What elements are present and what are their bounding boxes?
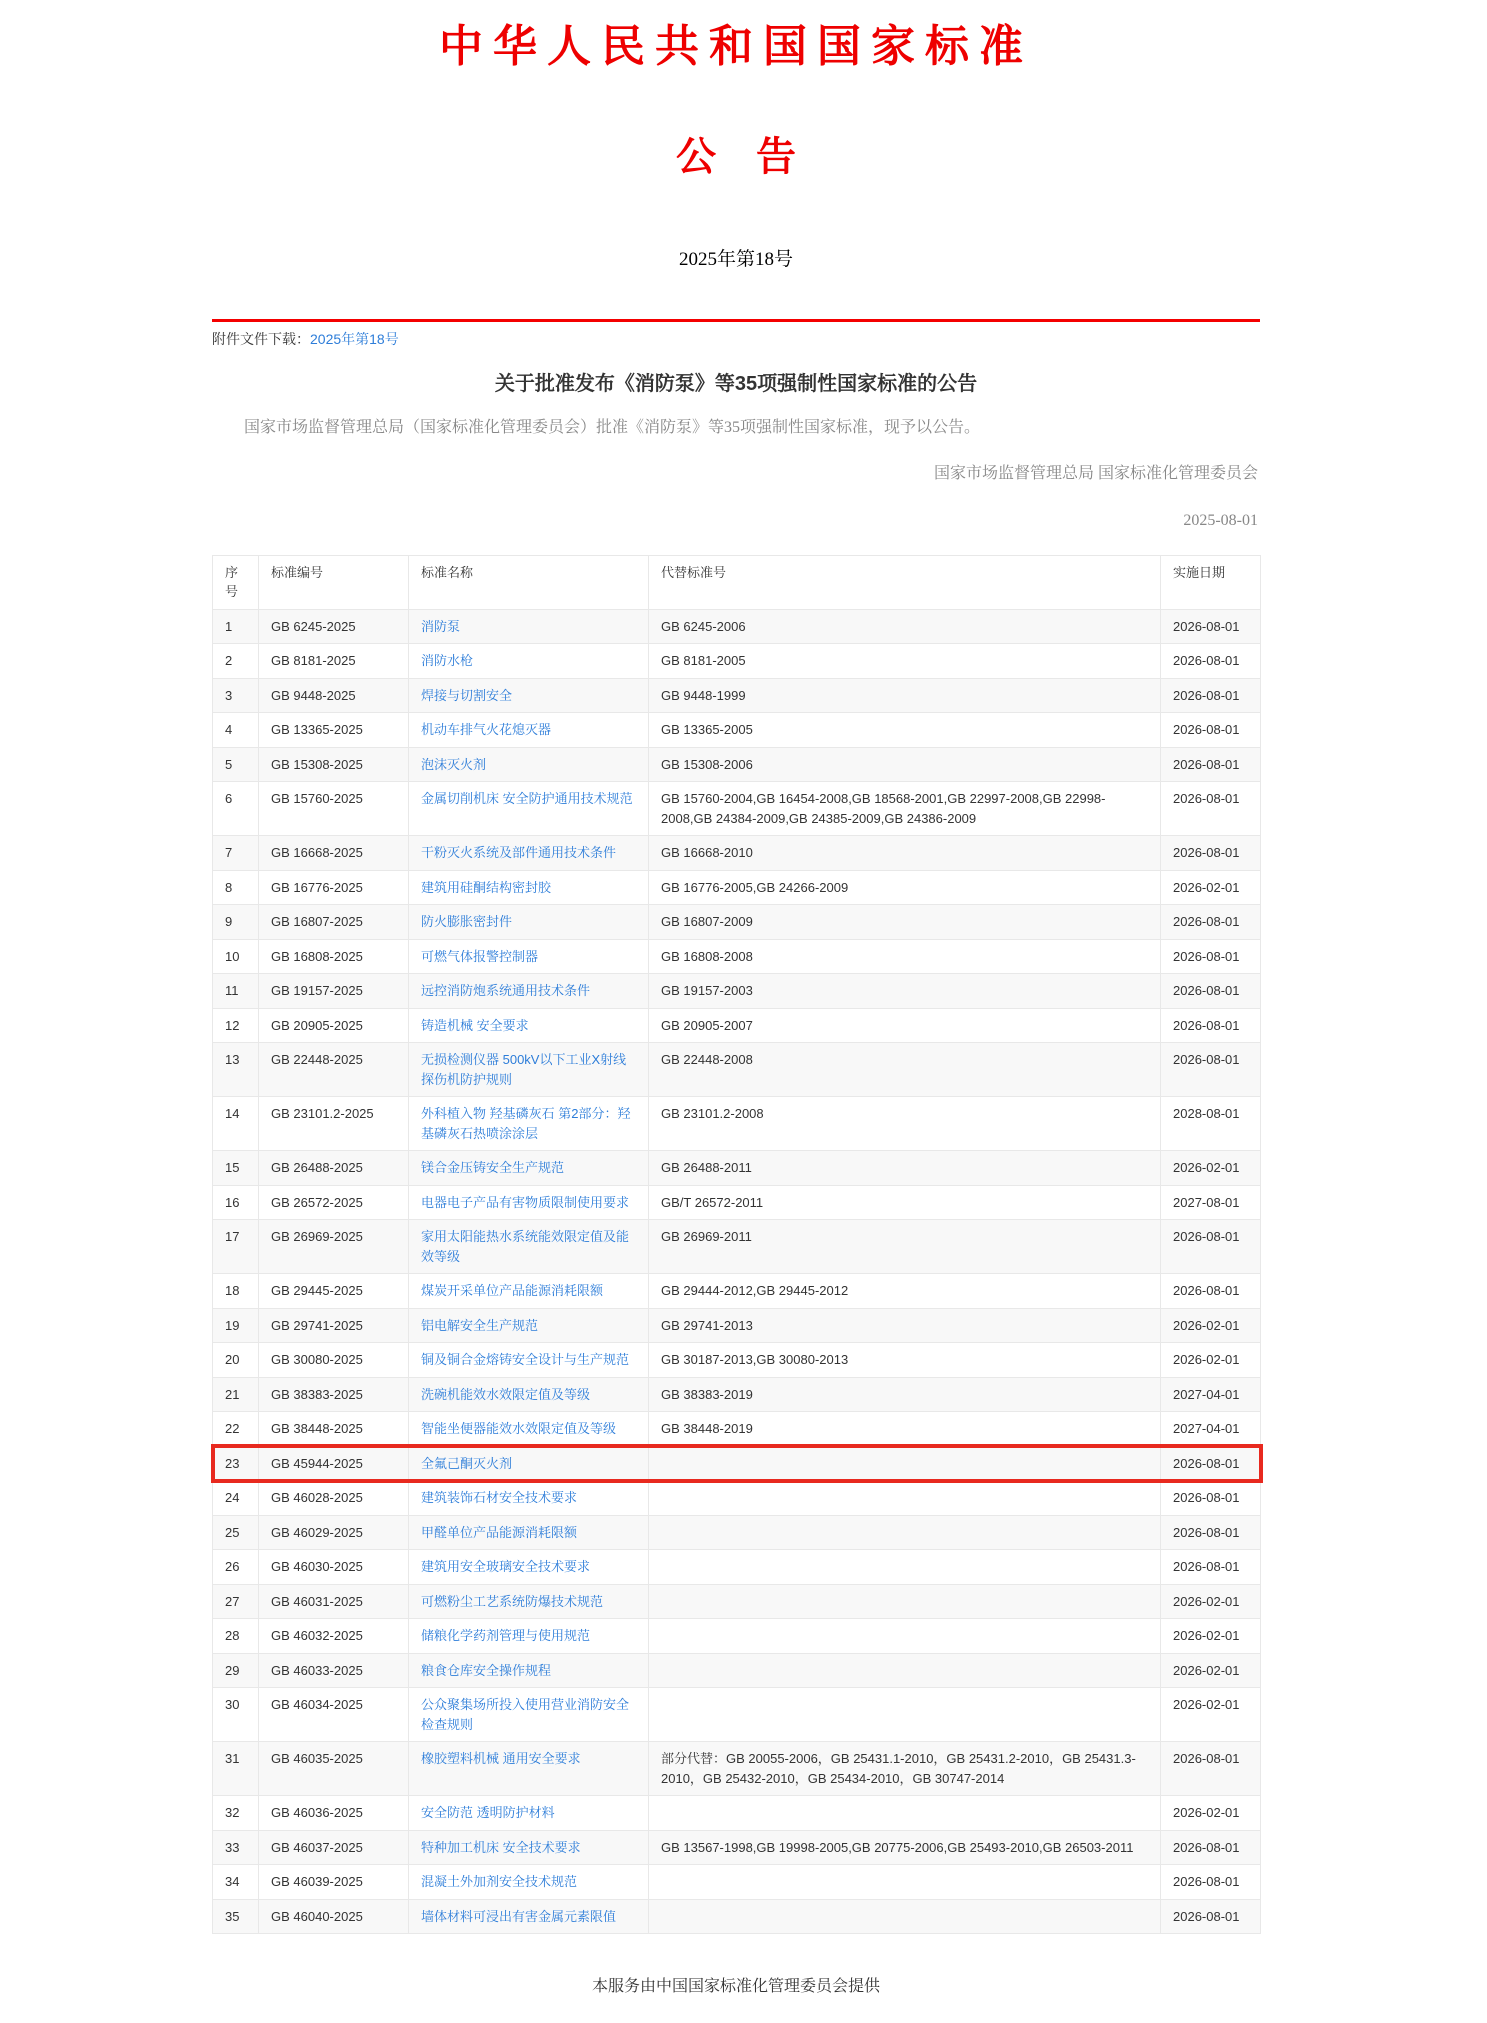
cell-replaced-standards: GB 30187-2013,GB 30080-2013 <box>649 1343 1161 1378</box>
cell-standard-name <box>409 782 649 836</box>
cell-replaced-standards: GB 23101.2-2008 <box>649 1097 1161 1151</box>
cell-implementation-date: 2026-08-01 <box>1161 939 1261 974</box>
standard-name-link[interactable]: 金属切削机床 安全防护通用技术规范 <box>421 791 633 807</box>
cell-standard-code: GB 46036-2025 <box>259 1796 409 1831</box>
cell-replaced-standards <box>649 1481 1161 1516</box>
cell-standard-code: GB 46029-2025 <box>259 1515 409 1550</box>
cell-implementation-date: 2026-02-01 <box>1161 1619 1261 1654</box>
cell-replaced-standards: GB 26488-2011 <box>649 1151 1161 1186</box>
standard-name-link[interactable]: 公众聚集场所投入使用营业消防安全检查规则 <box>421 1697 630 1732</box>
cell-seq-no: 4 <box>213 713 259 748</box>
cell-seq-no: 6 <box>213 782 259 836</box>
cell-seq-no: 9 <box>213 905 259 940</box>
table-row <box>213 1343 1261 1378</box>
cell-standard-name <box>409 713 649 748</box>
cell-replaced-standards: GB 8181-2005 <box>649 644 1161 679</box>
cell-standard-name <box>409 870 649 905</box>
cell-standard-code: GB 29741-2025 <box>259 1308 409 1343</box>
cell-standard-name <box>409 1550 649 1585</box>
cell-implementation-date: 2026-08-01 <box>1161 1220 1261 1274</box>
cell-implementation-date: 2026-08-01 <box>1161 678 1261 713</box>
standard-name-link[interactable]: 煤炭开采单位产品能源消耗限额 <box>421 1283 604 1299</box>
cell-implementation-date: 2027-04-01 <box>1161 1377 1261 1412</box>
cell-standard-code: GB 45944-2025 <box>259 1446 409 1481</box>
standard-name-link[interactable]: 无损检测仪器 500kV以下工业X射线探伤机防护规则 <box>421 1052 627 1087</box>
cell-standard-code: GB 13365-2025 <box>259 713 409 748</box>
cell-standard-code: GB 15760-2025 <box>259 782 409 836</box>
footer-note: 本服务由中国国家标准化管理委员会提供 <box>591 1978 880 1996</box>
cell-seq-no: 23 <box>213 1446 259 1481</box>
cell-seq-no: 26 <box>213 1550 259 1585</box>
cell-replaced-standards <box>649 1865 1161 1900</box>
cell-standard-name <box>409 1742 649 1796</box>
cell-replaced-standards <box>649 1688 1161 1742</box>
cell-seq-no: 14 <box>213 1097 259 1151</box>
cell-standard-code: GB 46032-2025 <box>259 1619 409 1654</box>
standard-name-link[interactable]: 可燃粉尘工艺系统防爆技术规范 <box>421 1593 604 1609</box>
cell-standard-name <box>409 1481 649 1516</box>
cell-standard-code: GB 46031-2025 <box>259 1584 409 1619</box>
table-row <box>213 1043 1261 1097</box>
cell-replaced-standards: GB 19157-2003 <box>649 974 1161 1009</box>
cell-standard-name <box>409 1274 649 1309</box>
cell-standard-name <box>409 1515 649 1550</box>
cell-seq-no: 18 <box>213 1274 259 1309</box>
cell-standard-name <box>409 1830 649 1865</box>
announcement-page <box>212 0 1260 2023</box>
cell-replaced-standards <box>649 1653 1161 1688</box>
standard-name-link[interactable]: 铝电解安全生产规范 <box>421 1317 539 1333</box>
cell-seq-no: 35 <box>213 1899 259 1934</box>
cell-implementation-date: 2026-08-01 <box>1161 609 1261 644</box>
cell-seq-no: 27 <box>213 1584 259 1619</box>
cell-standard-code: GB 26572-2025 <box>259 1185 409 1220</box>
cell-standard-name <box>409 678 649 713</box>
cell-replaced-standards: GB 22448-2008 <box>649 1043 1161 1097</box>
cell-standard-name <box>409 1446 649 1481</box>
cell-standard-name <box>409 1377 649 1412</box>
cell-standard-name <box>409 1584 649 1619</box>
table-row <box>213 1515 1261 1550</box>
cell-seq-no: 2 <box>213 644 259 679</box>
standard-name-link[interactable]: 电器电子产品有害物质限制使用要求 <box>421 1194 630 1210</box>
cell-standard-name <box>409 1043 649 1097</box>
cell-seq-no: 11 <box>213 974 259 1009</box>
table-row <box>213 1185 1261 1220</box>
attachment-link[interactable]: 2025年第18号 <box>310 331 399 348</box>
standards-table <box>212 555 1261 1935</box>
cell-seq-no: 29 <box>213 1653 259 1688</box>
cell-standard-name <box>409 1097 649 1151</box>
cell-replaced-standards: GB 9448-1999 <box>649 678 1161 713</box>
standard-name-link[interactable]: 远控消防炮系统通用技术条件 <box>421 983 591 999</box>
cell-implementation-date: 2028-08-01 <box>1161 1097 1261 1151</box>
cell-standard-code: GB 26969-2025 <box>259 1220 409 1274</box>
cell-seq-no: 24 <box>213 1481 259 1516</box>
table-row <box>213 1653 1261 1688</box>
table-row <box>213 1308 1261 1343</box>
standard-name-link[interactable]: 铜及铜合金熔铸安全设计与生产规范 <box>421 1352 630 1368</box>
issuing-authorities: 国家市场监督管理总局 国家标准化管理委员会 <box>933 465 1258 483</box>
cell-replaced-standards: GB 26969-2011 <box>649 1220 1161 1274</box>
cell-seq-no: 33 <box>213 1830 259 1865</box>
cell-replaced-standards: GB 15760-2004,GB 16454-2008,GB 18568-2001,GB 22997-2008,GB 22998-2008,GB 24384-2009,GB 24385-2009,GB 24386-2009 <box>649 782 1161 836</box>
cell-implementation-date: 2026-02-01 <box>1161 1151 1261 1186</box>
standard-name-link[interactable]: 建筑用硅酮结构密封胶 <box>421 879 552 895</box>
cell-implementation-date: 2026-08-01 <box>1161 1043 1261 1097</box>
table-row <box>213 609 1261 644</box>
announcement-label: 公 告 <box>676 134 796 180</box>
cell-standard-name <box>409 905 649 940</box>
issue-number: 2025年第18号 <box>678 249 793 271</box>
cell-standard-code: GB 46030-2025 <box>259 1550 409 1585</box>
red-divider-rule <box>212 319 1260 322</box>
table-row <box>213 1830 1261 1865</box>
cell-implementation-date: 2026-02-01 <box>1161 1308 1261 1343</box>
cell-standard-code: GB 38448-2025 <box>259 1412 409 1447</box>
standard-name-link[interactable]: 橡胶塑料机械 通用安全要求 <box>421 1751 581 1767</box>
table-row <box>213 1481 1261 1516</box>
cell-implementation-date: 2026-08-01 <box>1161 1446 1261 1481</box>
cell-implementation-date: 2026-08-01 <box>1161 1008 1261 1043</box>
table-row <box>213 1584 1261 1619</box>
issue-date: 2025-08-01 <box>1183 511 1258 529</box>
page-title: 中华人民共和国国家标准 <box>439 22 1033 71</box>
cell-standard-name <box>409 609 649 644</box>
cell-implementation-date: 2026-08-01 <box>1161 782 1261 836</box>
column-header-2: 标准名称 <box>409 555 649 609</box>
table-row <box>213 644 1261 679</box>
cell-standard-name <box>409 1008 649 1043</box>
cell-implementation-date: 2026-08-01 <box>1161 1515 1261 1550</box>
standard-name-link[interactable]: 特种加工机床 安全技术要求 <box>421 1839 581 1855</box>
cell-standard-code: GB 46035-2025 <box>259 1742 409 1796</box>
cell-standard-name <box>409 974 649 1009</box>
cell-seq-no: 21 <box>213 1377 259 1412</box>
cell-standard-code: GB 16807-2025 <box>259 905 409 940</box>
standard-name-link[interactable]: 家用太阳能热水系统能效限定值及能效等级 <box>421 1229 630 1264</box>
cell-standard-name <box>409 644 649 679</box>
cell-standard-code: GB 22448-2025 <box>259 1043 409 1097</box>
table-header-row <box>213 555 1261 609</box>
cell-replaced-standards: 部分代替：GB 20055-2006，GB 25431.1-2010，GB 25431.2-2010，GB 25431.3-2010，GB 25432-2010，GB 25434-2010，GB 30747-2014 <box>649 1742 1161 1796</box>
cell-replaced-standards: GB 29741-2013 <box>649 1308 1161 1343</box>
cell-standard-name <box>409 1865 649 1900</box>
table-row <box>213 1619 1261 1654</box>
cell-standard-name <box>409 1688 649 1742</box>
cell-standard-code: GB 46037-2025 <box>259 1830 409 1865</box>
cell-seq-no: 3 <box>213 678 259 713</box>
cell-replaced-standards: GB 13567-1998,GB 19998-2005,GB 20775-2006,GB 25493-2010,GB 26503-2011 <box>649 1830 1161 1865</box>
table-row <box>213 1412 1261 1447</box>
standard-name-link[interactable]: 可燃气体报警控制器 <box>421 948 539 964</box>
cell-seq-no: 25 <box>213 1515 259 1550</box>
table-row <box>213 1377 1261 1412</box>
table-row <box>213 939 1261 974</box>
cell-standard-code: GB 23101.2-2025 <box>259 1097 409 1151</box>
table-row <box>213 1688 1261 1742</box>
cell-replaced-standards: GB 29444-2012,GB 29445-2012 <box>649 1274 1161 1309</box>
cell-replaced-standards: GB 16668-2010 <box>649 836 1161 871</box>
cell-seq-no: 7 <box>213 836 259 871</box>
cell-seq-no: 30 <box>213 1688 259 1742</box>
standard-name-link[interactable]: 墙体材料可浸出有害金属元素限值 <box>421 1908 617 1924</box>
notice-title: 关于批准发布《消防泵》等35项强制性国家标准的公告 <box>494 373 978 396</box>
standard-name-link[interactable]: 消防水枪 <box>421 653 474 669</box>
cell-replaced-standards: GB 15308-2006 <box>649 747 1161 782</box>
table-row <box>213 974 1261 1009</box>
cell-standard-name <box>409 1412 649 1447</box>
standard-name-link[interactable]: 储粮化学药剂管理与使用规范 <box>421 1628 591 1644</box>
table-row <box>213 678 1261 713</box>
notice-body: 国家市场监督管理总局（国家标准化管理委员会）批准《消防泵》等35项强制性国家标准，现予以公告。 <box>244 419 981 437</box>
cell-implementation-date: 2026-08-01 <box>1161 836 1261 871</box>
cell-seq-no: 17 <box>213 1220 259 1274</box>
cell-replaced-standards <box>649 1796 1161 1831</box>
table-row <box>213 747 1261 782</box>
cell-implementation-date: 2026-02-01 <box>1161 1343 1261 1378</box>
cell-standard-code: GB 38383-2025 <box>259 1377 409 1412</box>
cell-replaced-standards: GB 6245-2006 <box>649 609 1161 644</box>
cell-standard-name <box>409 1220 649 1274</box>
standard-name-link[interactable]: 洗碗机能效水效限定值及等级 <box>421 1386 591 1402</box>
cell-replaced-standards <box>649 1584 1161 1619</box>
standard-name-link[interactable]: 镁合金压铸安全生产规范 <box>421 1160 565 1176</box>
cell-replaced-standards: GB 16807-2009 <box>649 905 1161 940</box>
table-row <box>213 905 1261 940</box>
cell-standard-code: GB 16808-2025 <box>259 939 409 974</box>
cell-implementation-date: 2026-08-01 <box>1161 1830 1261 1865</box>
cell-standard-name <box>409 1899 649 1934</box>
table-row <box>213 836 1261 871</box>
cell-standard-name <box>409 836 649 871</box>
cell-replaced-standards <box>649 1550 1161 1585</box>
cell-implementation-date: 2026-08-01 <box>1161 1550 1261 1585</box>
cell-standard-code: GB 46039-2025 <box>259 1865 409 1900</box>
attachment-row <box>212 329 1260 349</box>
table-row <box>213 713 1261 748</box>
cell-implementation-date: 2027-08-01 <box>1161 1185 1261 1220</box>
table-row <box>213 1097 1261 1151</box>
standard-name-link[interactable]: 混凝土外加剂安全技术规范 <box>421 1874 578 1890</box>
cell-seq-no: 34 <box>213 1865 259 1900</box>
cell-replaced-standards <box>649 1515 1161 1550</box>
standard-name-link[interactable]: 机动车排气火花熄灭器 <box>421 722 552 738</box>
cell-standard-code: GB 20905-2025 <box>259 1008 409 1043</box>
cell-standard-code: GB 46033-2025 <box>259 1653 409 1688</box>
cell-seq-no: 1 <box>213 609 259 644</box>
standard-name-link[interactable]: 安全防范 透明防护材料 <box>421 1805 555 1821</box>
cell-implementation-date: 2026-08-01 <box>1161 644 1261 679</box>
standard-name-link[interactable]: 铸造机械 安全要求 <box>421 1017 529 1033</box>
cell-standard-code: GB 29445-2025 <box>259 1274 409 1309</box>
cell-replaced-standards <box>649 1619 1161 1654</box>
standard-name-link[interactable]: 粮食仓库安全操作规程 <box>421 1662 552 1678</box>
cell-seq-no: 20 <box>213 1343 259 1378</box>
table-row <box>213 1550 1261 1585</box>
table-row-highlighted <box>213 1446 1261 1481</box>
standard-name-link[interactable]: 建筑装饰石材安全技术要求 <box>421 1490 578 1506</box>
cell-replaced-standards: GB 20905-2007 <box>649 1008 1161 1043</box>
column-header-4: 实施日期 <box>1161 555 1261 609</box>
table-row <box>213 1796 1261 1831</box>
cell-implementation-date: 2026-02-01 <box>1161 1653 1261 1688</box>
table-row <box>213 870 1261 905</box>
cell-seq-no: 15 <box>213 1151 259 1186</box>
standard-name-link[interactable]: 智能坐便器能效水效限定值及等级 <box>421 1421 617 1437</box>
cell-standard-name <box>409 939 649 974</box>
cell-standard-name <box>409 1343 649 1378</box>
cell-standard-name <box>409 1185 649 1220</box>
standard-name-link[interactable]: 建筑用安全玻璃安全技术要求 <box>421 1559 591 1575</box>
cell-seq-no: 10 <box>213 939 259 974</box>
cell-replaced-standards: GB 16776-2005,GB 24266-2009 <box>649 870 1161 905</box>
table-row <box>213 1274 1261 1309</box>
column-header-1: 标准编号 <box>259 555 409 609</box>
cell-implementation-date: 2026-08-01 <box>1161 747 1261 782</box>
cell-seq-no: 32 <box>213 1796 259 1831</box>
cell-seq-no: 19 <box>213 1308 259 1343</box>
cell-standard-name <box>409 747 649 782</box>
cell-implementation-date: 2026-02-01 <box>1161 870 1261 905</box>
cell-seq-no: 31 <box>213 1742 259 1796</box>
table-row <box>213 1865 1261 1900</box>
cell-implementation-date: 2026-08-01 <box>1161 1481 1261 1516</box>
standard-name-link[interactable]: 全氟己酮灭火剂 <box>421 1455 513 1471</box>
table-row <box>213 1742 1261 1796</box>
cell-standard-code: GB 16668-2025 <box>259 836 409 871</box>
table-row <box>213 1151 1261 1186</box>
cell-seq-no: 8 <box>213 870 259 905</box>
standards-table-body <box>213 609 1261 1934</box>
cell-standard-code: GB 9448-2025 <box>259 678 409 713</box>
standard-name-link[interactable]: 干粉灭火系统及部件通用技术条件 <box>421 845 617 861</box>
cell-implementation-date: 2026-02-01 <box>1161 1688 1261 1742</box>
cell-replaced-standards: GB 38383-2019 <box>649 1377 1161 1412</box>
cell-standard-code: GB 16776-2025 <box>259 870 409 905</box>
cell-seq-no: 12 <box>213 1008 259 1043</box>
cell-implementation-date: 2026-08-01 <box>1161 713 1261 748</box>
cell-standard-code: GB 8181-2025 <box>259 644 409 679</box>
standard-name-link[interactable]: 甲醛单位产品能源消耗限额 <box>421 1524 578 1540</box>
standard-name-link[interactable]: 防火膨胀密封件 <box>421 914 513 930</box>
standard-name-link[interactable]: 消防泵 <box>421 618 461 634</box>
cell-implementation-date: 2026-08-01 <box>1161 1742 1261 1796</box>
standard-name-link[interactable]: 外科植入物 羟基磷灰石 第2部分：羟基磷灰石热喷涂涂层 <box>421 1106 631 1141</box>
cell-implementation-date: 2027-04-01 <box>1161 1412 1261 1447</box>
table-row <box>213 1220 1261 1274</box>
cell-implementation-date: 2026-08-01 <box>1161 1865 1261 1900</box>
cell-standard-name <box>409 1796 649 1831</box>
cell-standard-code: GB 26488-2025 <box>259 1151 409 1186</box>
cell-standard-code: GB 30080-2025 <box>259 1343 409 1378</box>
cell-standard-name <box>409 1653 649 1688</box>
cell-implementation-date: 2026-08-01 <box>1161 1899 1261 1934</box>
standard-name-link[interactable]: 泡沫灭火剂 <box>421 756 487 772</box>
cell-standard-code: GB 19157-2025 <box>259 974 409 1009</box>
cell-implementation-date: 2026-02-01 <box>1161 1796 1261 1831</box>
cell-implementation-date: 2026-08-01 <box>1161 1274 1261 1309</box>
cell-standard-name <box>409 1151 649 1186</box>
cell-standard-name <box>409 1619 649 1654</box>
table-row <box>213 782 1261 836</box>
column-header-0: 序号 <box>213 555 259 609</box>
attachment-label: 附件文件下载： <box>212 331 310 348</box>
cell-replaced-standards <box>649 1899 1161 1934</box>
cell-implementation-date: 2026-02-01 <box>1161 1584 1261 1619</box>
column-header-3: 代替标准号 <box>649 555 1161 609</box>
cell-seq-no: 13 <box>213 1043 259 1097</box>
table-row <box>213 1899 1261 1934</box>
cell-seq-no: 16 <box>213 1185 259 1220</box>
cell-seq-no: 22 <box>213 1412 259 1447</box>
cell-seq-no: 28 <box>213 1619 259 1654</box>
cell-standard-code: GB 46028-2025 <box>259 1481 409 1516</box>
cell-replaced-standards: GB/T 26572-2011 <box>649 1185 1161 1220</box>
cell-implementation-date: 2026-08-01 <box>1161 905 1261 940</box>
cell-standard-code: GB 6245-2025 <box>259 609 409 644</box>
cell-replaced-standards: GB 16808-2008 <box>649 939 1161 974</box>
standard-name-link[interactable]: 焊接与切割安全 <box>421 687 513 703</box>
cell-standard-name <box>409 1308 649 1343</box>
cell-replaced-standards: GB 13365-2005 <box>649 713 1161 748</box>
cell-seq-no: 5 <box>213 747 259 782</box>
cell-replaced-standards: GB 38448-2019 <box>649 1412 1161 1447</box>
cell-implementation-date: 2026-08-01 <box>1161 974 1261 1009</box>
cell-replaced-standards <box>649 1446 1161 1481</box>
table-row <box>213 1008 1261 1043</box>
cell-standard-code: GB 46040-2025 <box>259 1899 409 1934</box>
cell-standard-code: GB 46034-2025 <box>259 1688 409 1742</box>
cell-standard-code: GB 15308-2025 <box>259 747 409 782</box>
